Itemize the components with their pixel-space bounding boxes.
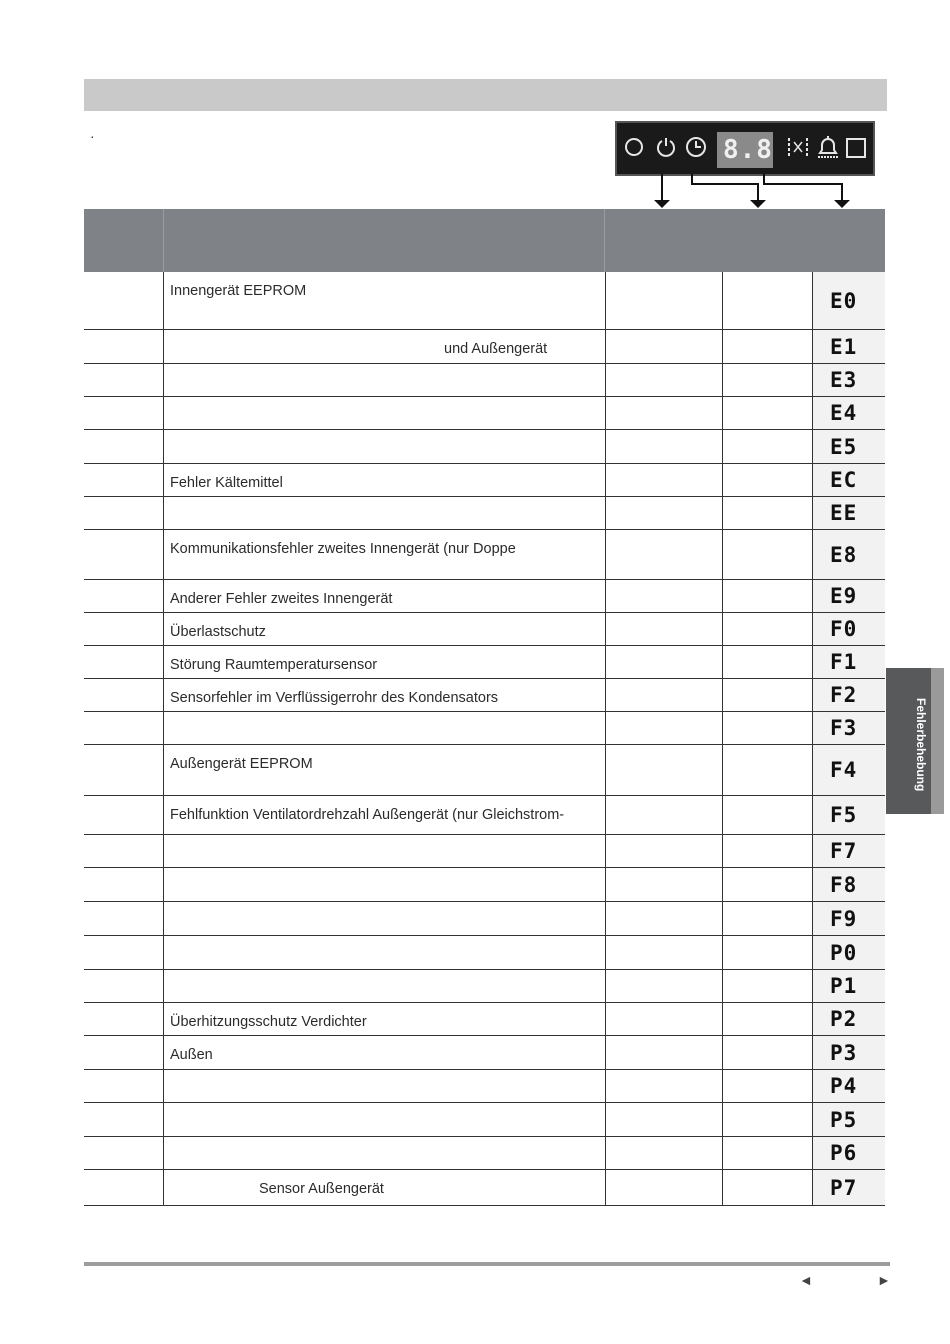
error-description: Störung Raumtemperatursensor xyxy=(170,657,378,673)
table-row xyxy=(84,936,885,970)
error-description: Sensor Außengerät xyxy=(259,1181,384,1197)
table-row xyxy=(84,646,885,679)
error-code: E3 xyxy=(830,368,858,392)
error-code: E1 xyxy=(830,334,858,359)
table-row xyxy=(84,330,885,364)
error-description: Außen xyxy=(170,1047,213,1063)
column-divider xyxy=(812,272,813,1206)
error-description: Überlastschutz xyxy=(170,624,266,640)
table-row xyxy=(84,712,885,745)
table-row xyxy=(84,679,885,712)
error-code: F4 xyxy=(830,758,858,782)
error-code: P4 xyxy=(830,1074,858,1098)
side-tab xyxy=(886,668,944,814)
error-code: P6 xyxy=(830,1141,858,1165)
next-page-icon[interactable]: ► xyxy=(877,1272,891,1288)
table-row xyxy=(84,272,885,330)
error-description: Außengerät EEPROM xyxy=(170,756,313,772)
footer-rule xyxy=(84,1262,890,1266)
table-row xyxy=(84,902,885,936)
side-tab-label: Fehlerbehebung xyxy=(914,698,928,792)
table-row xyxy=(84,745,885,796)
error-code: P7 xyxy=(830,1175,858,1200)
table-row xyxy=(84,1036,885,1070)
error-description: und Außengerät xyxy=(444,341,548,357)
display-value: 8.8 xyxy=(723,135,773,165)
error-description: Kommunikationsfehler zweites Innengerät (nur Doppe xyxy=(170,541,516,557)
table-row xyxy=(84,430,885,464)
error-code: F9 xyxy=(830,906,858,931)
table-row xyxy=(84,835,885,868)
error-code: F8 xyxy=(830,872,858,897)
table-row xyxy=(84,796,885,835)
table-row xyxy=(84,1070,885,1103)
table-row xyxy=(84,1003,885,1036)
error-code: EC xyxy=(830,468,858,492)
seven-segment-display xyxy=(717,132,773,168)
table-row xyxy=(84,1170,885,1206)
error-code: E5 xyxy=(830,434,858,459)
error-code: E0 xyxy=(830,288,858,313)
error-code: P1 xyxy=(830,974,858,998)
column-divider xyxy=(722,272,723,1206)
error-description: Überhitzungsschutz Verdichter xyxy=(170,1014,367,1030)
table-row xyxy=(84,580,885,613)
section-header-band xyxy=(84,79,887,111)
power-icon xyxy=(655,136,677,158)
column-divider xyxy=(605,272,606,1206)
error-code: F5 xyxy=(830,803,858,827)
error-description: Fehler Kältemittel xyxy=(170,475,283,491)
table-row xyxy=(84,1103,885,1137)
error-description: Sensorfehler im Verflüssigerrohr des Kondensators xyxy=(170,690,499,706)
fan-icon xyxy=(785,136,811,158)
error-code: E9 xyxy=(830,584,858,608)
table-row xyxy=(84,970,885,1003)
error-code: P5 xyxy=(830,1107,858,1132)
table-row xyxy=(84,364,885,397)
error-code: F0 xyxy=(830,617,858,641)
error-code: E4 xyxy=(830,401,858,425)
error-code: E8 xyxy=(830,542,858,567)
table-header xyxy=(84,209,885,272)
error-code: P3 xyxy=(830,1040,858,1065)
header-divider xyxy=(163,209,164,272)
error-code: F3 xyxy=(830,716,858,740)
table-row xyxy=(84,464,885,497)
error-description: Fehlfunktion Ventilatordrehzahl Außengerät (nur Gleichstrom- xyxy=(170,807,565,823)
table-row xyxy=(84,613,885,646)
header-divider xyxy=(604,209,605,272)
table-row xyxy=(84,868,885,902)
bullet-point: · xyxy=(90,128,95,144)
error-description: Anderer Fehler zweites Innengerät xyxy=(170,591,393,607)
table-row xyxy=(84,1137,885,1170)
error-code: F2 xyxy=(830,683,858,707)
error-code: EE xyxy=(830,501,858,525)
error-code: F1 xyxy=(830,650,858,674)
table-row xyxy=(84,497,885,530)
side-tab-accent xyxy=(931,668,944,814)
column-divider xyxy=(163,272,164,1206)
prev-page-icon[interactable]: ◄ xyxy=(799,1272,813,1288)
clock-icon xyxy=(685,136,707,158)
error-code: P2 xyxy=(830,1007,858,1031)
error-code: F7 xyxy=(830,839,858,863)
panel-indicator-arrows xyxy=(615,174,875,210)
square-icon xyxy=(846,138,866,158)
table-row xyxy=(84,397,885,430)
table-row xyxy=(84,530,885,580)
error-description: Innengerät EEPROM xyxy=(170,283,307,299)
control-panel xyxy=(615,121,875,176)
bell-icon xyxy=(815,134,841,160)
error-code: P0 xyxy=(830,940,858,965)
circle-icon xyxy=(625,138,643,156)
